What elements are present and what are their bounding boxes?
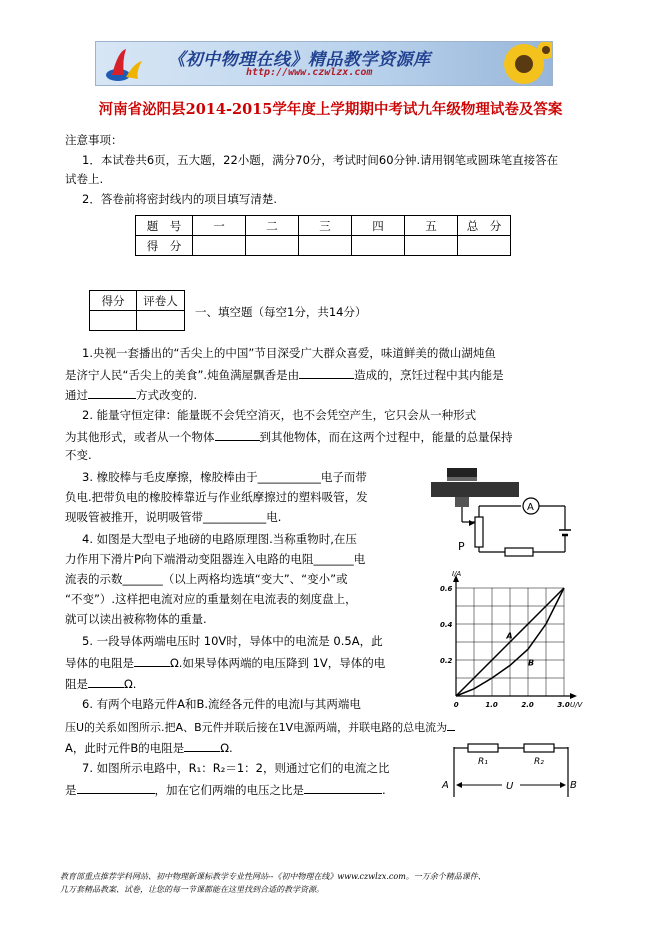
x-axis-arrow: [570, 693, 577, 699]
q2-text: 为其他形式，或者从一个物体: [65, 430, 215, 444]
q1-text: 是济宁人民“舌尖上的美食”.炖鱼满屋飘香是由: [65, 368, 300, 382]
q5-text: 导体的电阻是: [65, 656, 134, 670]
score-header-cell: 一: [193, 216, 246, 236]
weighbridge-circuit-figure: [425, 462, 590, 562]
scale-platform: [431, 482, 519, 497]
q3-text: 3. 橡胶棒与毛皮摩擦，橡胶棒由于: [82, 470, 258, 484]
weight-base: [447, 477, 477, 481]
q5-text: Ω.: [124, 677, 137, 691]
q7-text: .: [382, 783, 386, 797]
terminal-b-label: B: [570, 780, 577, 791]
q2-line3: 不变.: [65, 448, 92, 462]
section-1-heading: 一、填空题（每空1分，共14分）: [195, 305, 367, 319]
rheostat: [475, 517, 483, 547]
score-header-cell: 五: [405, 216, 458, 236]
voltage-label: U: [506, 781, 514, 792]
r1-label: R₁: [478, 757, 488, 767]
score-cell[interactable]: [405, 236, 458, 256]
score-row-label: 得 分: [136, 236, 193, 256]
q6-line2: [65, 718, 455, 735]
q3-blank-1[interactable]: ___________: [257, 470, 321, 484]
q7-line1: 7. 如图所示电路中，R₁：R₂＝1：2，则通过它们的电流之比: [82, 761, 390, 775]
fixed-resistor: [505, 548, 533, 556]
score-cell[interactable]: [458, 236, 511, 256]
q6-line3: [65, 739, 233, 756]
q3-line3: [65, 510, 281, 525]
banner-url[interactable]: http://www.czwlzx.com: [246, 67, 373, 78]
grader-name-cell[interactable]: [137, 311, 185, 331]
score-header-row: [136, 216, 511, 236]
q4-text: 流表的示数: [65, 572, 123, 586]
footer-line-1: 教育部重点推荐学科网站、初中物理新课标教学专业性网站--《初中物理在线》www.czwlzx.com。一万余个精品课件、: [60, 872, 486, 881]
q5-line3: [65, 675, 136, 692]
q4-line2: [65, 552, 365, 567]
q5-text: 阻是: [65, 677, 88, 691]
note-1-cont: 试卷上.: [65, 172, 104, 186]
q7-blank-2[interactable]: [304, 781, 382, 794]
q4-text: 力作用下滑片P向下端滑动变阻器连入电路的电阻: [65, 552, 314, 566]
q7-blank-1[interactable]: [77, 781, 155, 794]
q1-text: 通过: [65, 388, 88, 402]
q5-line2: [65, 654, 385, 671]
q4-line4: “不变”）.这样把电流对应的重量刻在电流表的刻度盘上，: [65, 592, 357, 606]
page-title: 河南省泌阳县2014-2015学年度上学期期中考试九年级物理试卷及答案: [98, 101, 563, 118]
q2-line2: [65, 428, 513, 445]
q1-blank-1[interactable]: [299, 366, 354, 379]
q4-blank-2[interactable]: _______: [122, 572, 163, 586]
x-tick-label: 2.0: [521, 701, 534, 709]
logo-icon: [104, 45, 144, 83]
q1-line2: [65, 366, 504, 383]
q2-line1: 2. 能量守恒定律：能量既不会凭空消灭，也不会凭空产生，它只会从一种形式: [82, 408, 477, 422]
q5-blank-2[interactable]: [88, 675, 124, 688]
y-tick-label: 0.4: [440, 621, 453, 629]
q7-line2: [65, 781, 386, 798]
footer-line-2: 几万套精品教案、试卷，让您的每一节课都能在这里找到合适的教学资源。: [60, 885, 324, 894]
header-banner: [95, 41, 553, 86]
x-axis-label: U/V: [570, 701, 583, 709]
score-cell[interactable]: [299, 236, 352, 256]
score-header-cell: 二: [246, 216, 299, 236]
q1-text: 造成的，烹饪过程中其内能是: [354, 368, 504, 382]
q6-line1: 6. 有两个电路元件A和B.流经各元件的电流I与其两端电: [82, 697, 361, 711]
y-axis-label: I/A: [452, 570, 462, 578]
note-1: 1．本试卷共6页，五大题，22小题，满分70分，考试时间60分钟.请用钢笔或圆珠笔直接答在: [82, 153, 559, 167]
x-tick-label: 3.0: [557, 701, 570, 709]
note-2: 2．答卷前将密封线内的项目填写清楚.: [82, 192, 277, 206]
q7-text: ，加在它们两端的电压之比是: [154, 783, 304, 797]
slider-arrow: [469, 520, 475, 526]
q4-text: （以上两格均选填“变大”、“变小”或: [162, 572, 348, 586]
weight-object: [447, 468, 477, 477]
series-resistors-figure: [440, 742, 580, 802]
q3-line2: 负电.把带负电的橡胶棒靠近与作业纸摩擦过的塑料吸管，发: [65, 490, 368, 504]
y-tick-label: 0.6: [440, 585, 453, 593]
q1-line3: [65, 386, 197, 403]
banner-title: 《初中物理在线》精品教学资源库: [168, 50, 431, 70]
terminal-a-label: A: [442, 780, 449, 791]
q4-text: 电: [353, 552, 366, 566]
score-cell[interactable]: [352, 236, 405, 256]
grader-name-header: 评卷人: [137, 291, 185, 311]
q3-text: 现吸管被推开，说明吸管带: [65, 510, 203, 524]
r2-label: R₂: [534, 757, 544, 767]
grader-score-cell[interactable]: [90, 311, 137, 331]
y-tick-label: 0.2: [440, 657, 453, 665]
series-label-b: B: [528, 658, 535, 668]
q4-line1: 4. 如图是大型电子地磅的电路原理图.当称重物时,在压: [82, 532, 357, 546]
notes-heading: 注意事项：: [65, 133, 123, 147]
footer: [60, 870, 486, 896]
x-tick-label: 1.0: [485, 701, 498, 709]
score-header-cell: 三: [299, 216, 352, 236]
q7-text: 是: [65, 783, 77, 797]
score-table: [135, 215, 511, 256]
q4-line5: 就可以读出被称物体的重量.: [65, 612, 207, 626]
q5-text: Ω.如果导体两端的电压降到 1V，导体的电: [170, 656, 386, 670]
q6-text: A，此时元件B的电阻是: [65, 741, 185, 755]
sunflower-icon: [494, 42, 553, 86]
q4-blank-1[interactable]: _______: [313, 552, 354, 566]
q1-line1: 1.央视一套播出的“舌尖上的中国”节目深受广大群众喜爱，味道鲜美的微山湖炖鱼: [82, 346, 496, 360]
slider-label: P: [458, 540, 465, 553]
grader-score-header: 得分: [90, 291, 137, 311]
ammeter-label: A: [527, 502, 534, 513]
q5-blank-1[interactable]: [134, 654, 170, 667]
score-header-cell: 总 分: [458, 216, 511, 236]
q3-line1: [82, 470, 367, 485]
q6-text: Ω.: [220, 741, 233, 755]
resistor-r1: [468, 744, 498, 752]
q6-text: 压U的关系如图所示.把A、B元件并联后接在1V电源两端，并联电路的总电流为: [65, 721, 448, 734]
q3-text: 电子而带: [320, 470, 367, 484]
x-tick-label: 0: [453, 701, 459, 709]
q6-blank-1[interactable]: [447, 718, 455, 731]
score-cell[interactable]: [246, 236, 299, 256]
score-header-cell: 题 号: [136, 216, 193, 236]
q6-blank-2[interactable]: [184, 739, 220, 752]
q5-line1: 5. 一段导体两端电压时 10V时，导体中的电流是 0.5A，此: [82, 634, 383, 648]
q3-text: 电.: [266, 510, 282, 524]
q1-text: 方式改变的.: [136, 388, 198, 402]
score-cell[interactable]: [193, 236, 246, 256]
score-header-cell: 四: [352, 216, 405, 236]
grader-table: [89, 290, 185, 331]
q4-line3: [65, 572, 348, 587]
q1-blank-2[interactable]: [88, 386, 136, 399]
series-label-a: A: [506, 631, 513, 641]
q2-text: 到其他物体，而在这两个过程中，能量的总量保持: [259, 430, 513, 444]
resistor-r2: [524, 744, 554, 752]
q2-blank-1[interactable]: [215, 428, 260, 441]
spring: [455, 497, 469, 507]
q3-blank-2[interactable]: ___________: [203, 510, 267, 524]
score-value-row: [136, 236, 511, 256]
iu-chart: [430, 568, 588, 710]
